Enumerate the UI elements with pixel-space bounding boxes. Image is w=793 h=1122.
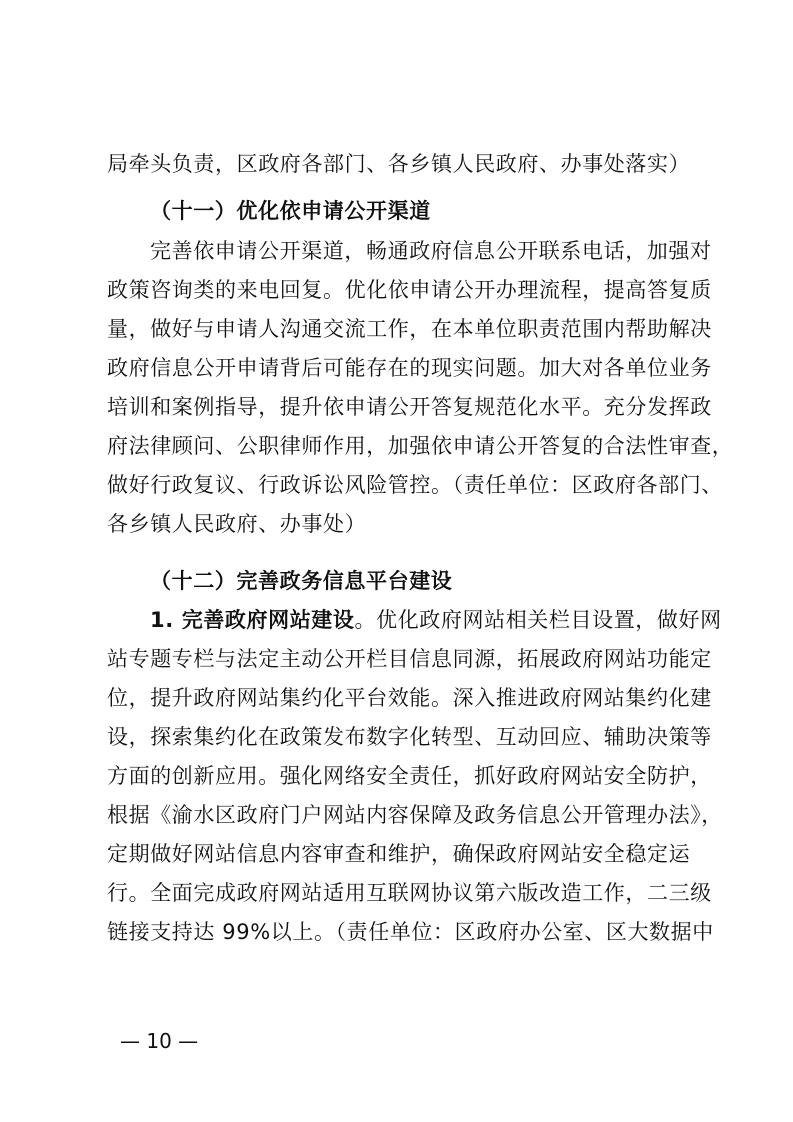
- paragraph-line: [150, 605, 722, 635]
- paragraph-line: 府法律顾问、公职律师作用，加强依申请公开答复的合法性审查，: [107, 434, 734, 458]
- paragraph-text: 。优化政府网站相关栏目设置，做好网: [354, 608, 722, 632]
- section-heading: （十二）完善政务信息平台建设: [150, 569, 453, 593]
- paragraph-line: 设，探索集约化在政策发布数字化转型、互动回应、辅助决策等: [107, 725, 712, 749]
- paragraph-line: 链接支持达 99%以上。（责任单位：区政府办公室、区大数据中: [107, 920, 714, 944]
- paragraph-line: 根据《渝水区政府门户网站内容保障及政务信息公开管理办法》，: [107, 803, 723, 827]
- paragraph-line: 位，提升政府网站集约化平台效能。深入推进政府网站集约化建: [107, 686, 712, 710]
- paragraph-line: 量，做好与申请人沟通交流工作，在本单位职责范围内帮助解决: [107, 317, 712, 341]
- paragraph-line: 局牵头负责，区政府各部门、各乡镇人民政府、办事处落实）: [107, 152, 691, 176]
- paragraph-line: 行。全面完成政府网站适用互联网协议第六版改造工作，二三级: [107, 881, 712, 905]
- paragraph-line: 完善依申请公开渠道，畅通政府信息公开联系电话，加强对: [150, 239, 712, 263]
- subsection-heading: 1. 完善政府网站建设: [150, 608, 355, 632]
- paragraph-line: 定期做好网站信息内容审查和维护，确保政府网站安全稳定运: [107, 842, 691, 866]
- paragraph-line: 政策咨询类的来电回复。优化依申请公开办理流程，提高答复质: [107, 278, 712, 302]
- paragraph-line: 培训和案例指导，提升依申请公开答复规范化水平。充分发挥政: [107, 395, 712, 419]
- paragraph-line: 做好行政复议、行政诉讼风险管控。（责任单位：区政府各部门、: [107, 473, 723, 497]
- paragraph-line: 政府信息公开申请背后可能存在的现实问题。加大对各单位业务: [107, 356, 712, 380]
- paragraph-line: 方面的创新应用。强化网络安全责任，抓好政府网站安全防护，: [107, 764, 712, 788]
- paragraph-line: 各乡镇人民政府、办事处）: [107, 512, 367, 536]
- paragraph-line: 站专题专栏与法定主动公开栏目信息同源，拓展政府网站功能定: [107, 647, 712, 671]
- page-number: — 10 —: [120, 1029, 199, 1053]
- section-heading: （十一）优化依申请公开渠道: [150, 199, 431, 223]
